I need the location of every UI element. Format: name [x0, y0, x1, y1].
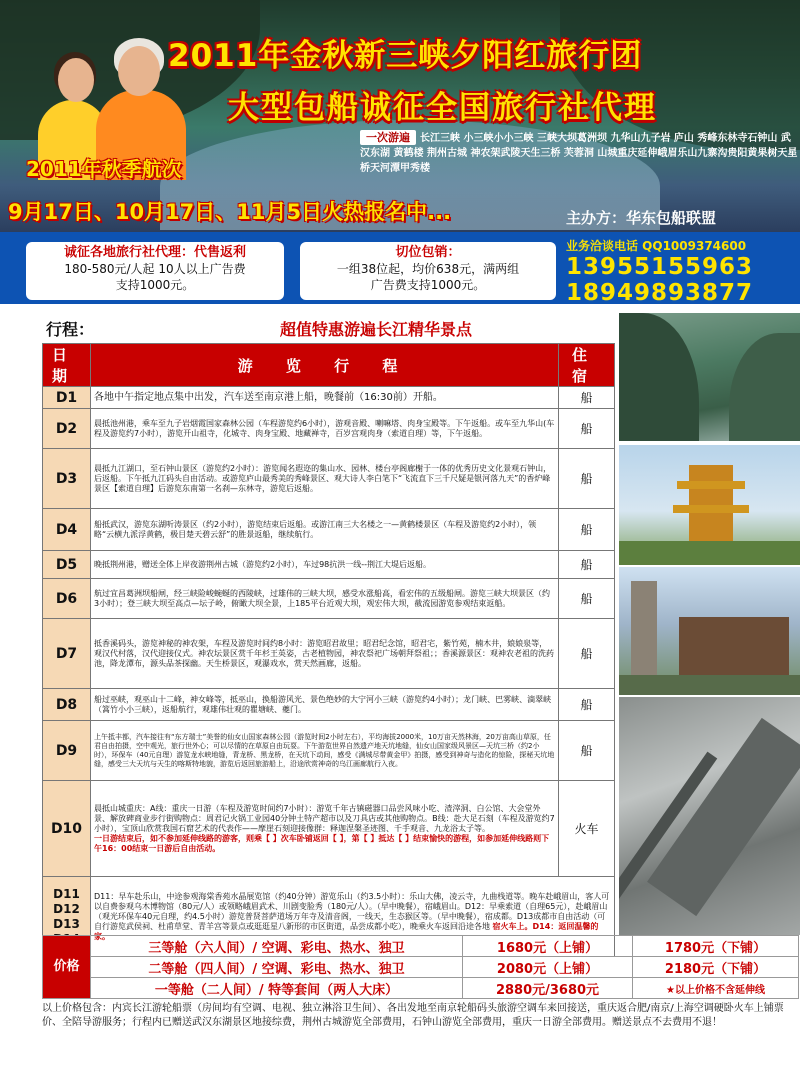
route-cell: 航过宜昌葛洲坝船闸，经三峡险峻蜿蜒的西陵峡，过雄伟的三峡大坝，感受水涨船高，看宏伟的五级船闸。游览三峡大坝景区（约3小时）；登三峡大坝至高点—坛子岭，俯瞰大坝全景，上185平台近观大坝，观宏伟大坝，截流园游览参观结束返船。: [91, 579, 559, 619]
bulk-booking-card: [300, 242, 556, 300]
day-cell: D6: [43, 579, 91, 619]
stay-cell: 船: [559, 689, 615, 721]
agent-card-title: 诚征各地旅行社代理：代售返利: [63, 245, 246, 260]
route-text: D11：早车赴乐山，中途参观海棠香苑水晶展览馆（约40分钟）游览乐山（约3.5小时）：乐山大佛，凌云寺，九曲栈道等。晚车赴峨眉山，客人可以自费参观乌木博物馆（80元/人）或领略峨眉武术、川剧变脸秀（180元/人）。（早中晚餐），宿峨眉山。D12：早乘索道（自理65元），赴峨眉山（观光环保车40元自理，约4.5小时）游览普贤菩萨道场万年寺及清音阁，一线天，生态猴区等。（早中晚餐），宿成都。D13成都市自由活动（可自行游览武侯祠、杜甫草堂、青羊宫等景点或逛逛星八新形的市区街道，品尝成都小吃），晚乘火车返回沿途各地: [94, 891, 610, 931]
header-day: 日期: [43, 344, 91, 387]
lower-price-cell: 1780元（下铺）: [633, 936, 799, 957]
phone-number: 18949893877: [566, 280, 754, 306]
ancient-town-photo: [619, 567, 800, 695]
three-gorges-photo: [619, 313, 800, 441]
table-row: [43, 619, 615, 689]
upper-price-cell: 2880元/3680元: [463, 978, 633, 999]
table-row: [43, 409, 615, 449]
day-cell: D11 D12 D13: [43, 877, 91, 957]
day-cell: D4: [43, 509, 91, 551]
day-cell: D8: [43, 689, 91, 721]
table-header: [43, 344, 615, 387]
price-note-cell: ★以上价格不含延伸线: [633, 978, 799, 999]
route-cell: 抵香溪码头，游览神秘的神农架，车程及游览时间约8小时：游览昭君故里；昭君纪念馆，昭君宅，紫竹苑，楠木井，娘娘泉等，观汉代村落，汉代迎接仪式。神农坛景区赏千年杉王英姿，古老植物园，神农祭祀广场朝拜祭祖；；香溪源景区：观神农老祖的洗药池，降龙潭布，源头品茶探幽。天生桥景区，观瀑戏水，赏天然画廊，返船。: [91, 619, 559, 689]
mountain-right: [560, 0, 800, 150]
route-cell: 船抵武汉，游览东湖听涛景区（约2小时），游览结束后返船。或游江南三大名楼之一—黄鹤楼景区（车程及游览约2小时），领略“云横九派浮黄鹤，极目楚天碧云舒”的胜景返船，继续航行。: [91, 509, 559, 551]
hotline-label: 业务洽谈电话 QQ1009374600: [566, 239, 747, 253]
tour-tag: 一次游遍: [360, 130, 416, 145]
phone-number: 13955155963: [566, 254, 754, 280]
price-table: [42, 935, 799, 999]
dam-aerial-photo: [619, 697, 800, 935]
upper-price-cell: 2080元（上铺）: [463, 957, 633, 978]
price-row: [43, 936, 799, 957]
route-text: 晨抵山城重庆：A线：重庆一日游（车程及游览时间约7小时）：游览千年古镇磁器口品尝风味小吃、渣滓洞、白公馆、大会堂外景、解放碑商业步行街购物点：周君记火锅工业园40分钟土特产超市以及刀具店或其他购物点。B线：赴大足石刻（车程及游览约7小时），宝顶山欣赏我国石窟艺术的代表作——摩崖石刻迎接像群：释迦涅槃圣迹图、千手观音、九龙浴太子等。: [94, 803, 555, 833]
day-cell: D7: [43, 619, 91, 689]
bulk-card-line: 一组38位起，均价638元，满两组: [336, 262, 520, 276]
route-cell: 上午抵丰都，汽车接往有“东方瑞士”美誉的仙女山国家森林公园（游览时间2小时左右），平均海拔2000米，10万亩天然林海，20万亩高山草原，任君自由拍摄，空中观光，旅行世外心；可以尽情的在草原自由玩耍。下午游览世界自然遗产地天坑地缝，仙女山国家级风景区—天坑三桥（约2小时），环保车（40元自理）游览龙水峡地缝，青龙桥、黑龙桥，在天坑下动间，感受《满城尽带黄金甲》拍摄，感受到神奇与造化的惊险，探秘天坑地缝，感受三大天坑与天生的喀斯特地貌，游览后返回旅游船上，沿途欣赏神奇的乌江画廊航行入夜。: [91, 721, 559, 781]
day-cell: D3: [43, 449, 91, 509]
cabin-cell: 二等舱（四人间）/ 空调、彩电、热水、独卫: [91, 957, 463, 978]
season-label: 2011年秋季航次: [26, 157, 182, 181]
bulk-card-title: 切位包销：: [395, 245, 461, 260]
table-row: [43, 781, 615, 877]
price-row: [43, 957, 799, 978]
agent-card: [26, 242, 284, 300]
stay-cell: 船: [559, 551, 615, 579]
organizer: 主办方：华东包船联盟: [566, 209, 717, 227]
route-cell: [91, 781, 559, 877]
route-cell: 各地中午指定地点集中出发，汽车送至南京港上船，晚餐前（16:30前）开船。: [91, 387, 559, 409]
agent-card-line: 支持1000元。: [115, 278, 195, 292]
itinerary-table: [42, 343, 615, 957]
stay-cell: 船: [559, 449, 615, 509]
departure-dates: 9月17日、10月17日、11月5日火热报名中...: [8, 200, 452, 224]
main-title-line2: 大型包船诚征全国旅行社代理: [228, 90, 657, 126]
bulk-card-line: 广告费支持1000元。: [370, 278, 486, 292]
day-cell: D5: [43, 551, 91, 579]
stay-cell: 船: [559, 721, 615, 781]
itinerary-title: 超值特惠游遍长江精华景点: [280, 320, 473, 339]
table-row: [43, 449, 615, 509]
route-cell: 晨抵九江湖口，至石钟山景区（游览约2小时）：游览闻名遐迩的集山水、园林、楼台亭阁廊榭于一体的优秀历史文化景观石钟山，后返船。下午抵九江码头自由活动。或游览庐山最秀美的秀峰景区、观大诗人李白笔下“飞流直下三千尺疑是银河落九天”的香炉峰景区【索道自理】后游览东南第一名刹—东林寺，游览后返船。: [91, 449, 559, 509]
day-cell: D1: [43, 387, 91, 409]
route-cell: 晨抵池州港，乘车至九子岩烟霞国家森林公园（车程游览约6小时），游观音殿、喇嘛塔、肉身宝殿等。下午返船。或车至九华山(车程及游览约7小时），游览开山祖寺，化城寺、肉身宝殿、地藏禅寺，百岁宫观肉身（索道自理）等，下午返船。: [91, 409, 559, 449]
stay-cell: 火车: [559, 781, 615, 877]
tour-spots-text: 长江三峡 小三峡小小三峡 三峡大坝葛洲坝 九华山九子岩 庐山 秀峰东林寺石钟山 武汉东湖 黄鹤楼 荆州古城 神农架武陵天生三桥 芙蓉洞 山城重庆延伸峨眉乐山九寨沟贵阳黄果树天星桥天河潭甲秀楼: [360, 133, 798, 174]
day-cell: D9: [43, 721, 91, 781]
stay-cell: 船: [559, 387, 615, 409]
main-title-line1: 2011年金秋新三峡夕阳红旅行团: [168, 38, 643, 74]
table-row: [43, 579, 615, 619]
itinerary-label: 行程：: [46, 320, 95, 339]
table-row: [43, 509, 615, 551]
upper-price-cell: 1680元（上铺）: [463, 936, 633, 957]
price-label: 价格: [43, 936, 91, 999]
day-cell: D2: [43, 409, 91, 449]
stay-cell: 船: [559, 509, 615, 551]
table-row: [43, 689, 615, 721]
price-includes-note: 以上价格包含：内宾长江游轮船票（房间均有空调、电视、独立淋浴卫生间）、各出发地至南京轮船码头旅游空调车来回接送，重庆返合肥/南京/上海空调硬卧火车上铺票价、全陪导游服务；行程内已赠送武汉东湖景区地接综费，荆州古城游览全部费用，石钟山游览全部费用，重庆一日游全部费用。赠送景点不去费用不退！: [42, 1003, 784, 1028]
route-cell: 晚抵荆州港，赠送全体上岸夜游荆州古城（游览约2小时），车过98抗洪一线--荆江大堤后返船。: [91, 551, 559, 579]
promo-banner: [0, 0, 800, 232]
yellow-crane-tower-photo: [619, 445, 800, 565]
table-row: [43, 721, 615, 781]
tour-spots: [360, 130, 798, 192]
cabin-cell: 三等舱（六人间）/ 空调、彩电、热水、独卫: [91, 936, 463, 957]
cabin-cell: 一等舱（二人间）/ 特等套间（两人大床）: [91, 978, 463, 999]
stay-cell: 船: [559, 619, 615, 689]
route-note: 一日游结束后，如不参加延伸线路的游客，则乘【 】次车卧铺返回【 】，第【 】抵达【 】结束愉快的游程，如参加延伸线路则下午16：00结束一日游后自由活动。: [94, 833, 550, 853]
header-route: 游 览 行 程: [91, 344, 559, 387]
table-row: [43, 551, 615, 579]
stay-cell: 船: [559, 579, 615, 619]
price-row: [43, 978, 799, 999]
agent-card-line: 180-580元/人起 10人以上广告费: [64, 262, 246, 276]
stay-cell: 船: [559, 409, 615, 449]
header-stay: 住宿: [559, 344, 615, 387]
table-row: [43, 387, 615, 409]
day-cell: D10: [43, 781, 91, 877]
lower-price-cell: 2180元（下铺）: [633, 957, 799, 978]
route-note: 宿火车上。D14：返回温馨的家。: [94, 921, 599, 941]
route-cell: 船过巫峡，观巫山十二峰，神女峰等，抵巫山，换船游风光、景色绝妙的大宁河小三峡（游览约4小时）；龙门峡、巴雾峡、滴翠峡（篙竹小小三峡），返船航行，观雄伟壮观的瞿塘峡、夔门。: [91, 689, 559, 721]
